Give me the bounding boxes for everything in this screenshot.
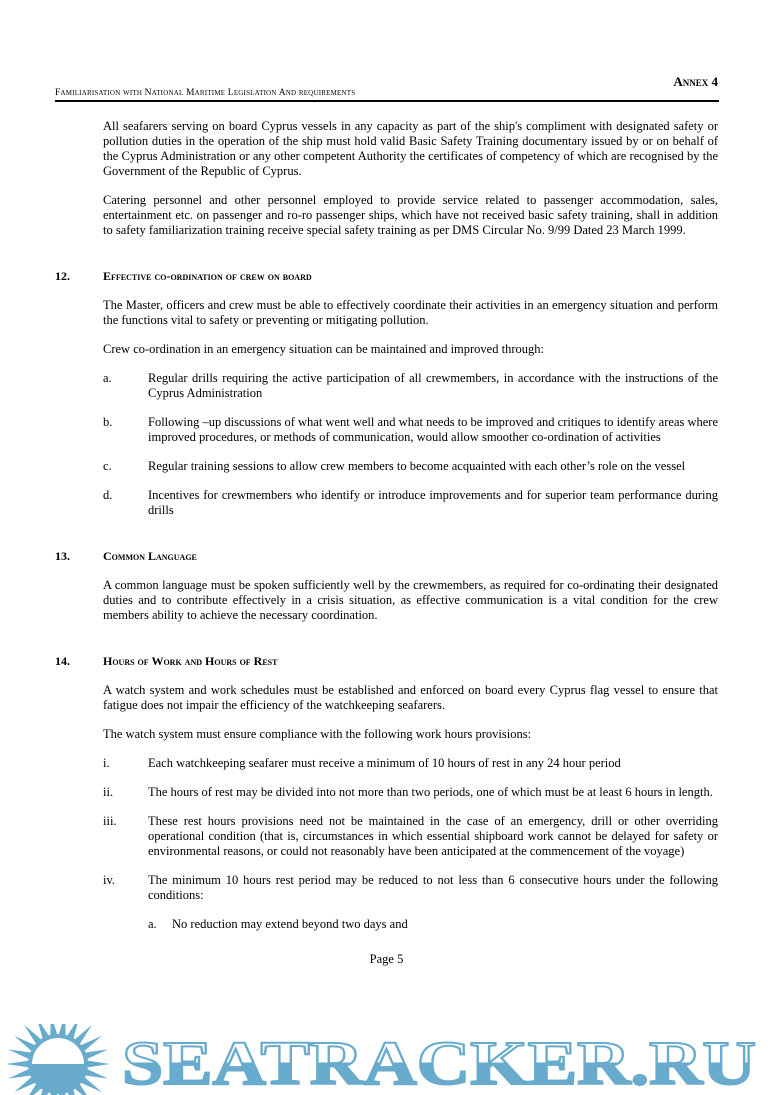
list-item: [103, 756, 718, 771]
paragraph: A common language must be spoken sufficiently well by the crewmembers, as required for co-ordinating their designated duties and to contribute effectively in a crisis situation, as effective communication is a vital condition for the crew members ability to achieve the necessary coordination.: [103, 578, 718, 622]
section-title: Common Language: [103, 549, 197, 563]
list-marker: c.: [103, 459, 112, 473]
list-item: [103, 415, 718, 445]
list-text: These rest hours provisions need not be maintained in the case of an emergency, drill or other overriding operational condition (that is, circumstances in which essential shipboard work cannot be delayed for safety or environmental reasons, or could not reasonably have been anticipated at the commencement of the voyage): [148, 814, 718, 858]
paragraph: The Master, officers and crew must be able to effectively coordinate their activities in an emergency situation and perform the functions vital to safety or preventing or mitigating pollution.: [103, 298, 718, 327]
paragraph: All seafarers serving on board Cyprus vessels in any capacity as part of the ship's compliment with designated safety or pollution duties in the operation of the ship must hold valid Basic Safety Training documentary issued by or on behalf of the Cyprus Administration or any other competent Authority the certificates of competency of which are recognised by the Government of the Republic of Cyprus.: [103, 119, 718, 178]
list-text: The hours of rest may be divided into not more than two periods, one of which must be at least 6 hours in length.: [148, 785, 713, 799]
header-rule: [55, 100, 719, 102]
list-item: [103, 371, 718, 401]
list-marker: i.: [103, 756, 110, 770]
section-heading-14: [55, 654, 718, 669]
annex-label: Annex 4: [673, 74, 718, 89]
list-marker: a.: [148, 917, 157, 931]
list-text: The minimum 10 hours rest period may be reduced to not less than 6 consecutive hours under the following conditions:: [148, 873, 718, 902]
list-text: Regular drills requiring the active participation of all crewmembers, in accordance with the instructions of the Cyprus Administration: [148, 371, 718, 400]
list-item: [103, 488, 718, 518]
paragraph: Catering personnel and other personnel employed to provide service related to passenger accommodation, sales, entertainment etc. on passenger and ro-ro passenger ships, which have not received basic safety training, shall in addition to safety familiarization training receive special safety training as per DMS Circular No. 9/99 Dated 23 March 1999.: [103, 193, 718, 237]
list-marker: d.: [103, 488, 113, 502]
section-title: Effective co-ordination of crew on board: [103, 269, 312, 283]
list-marker: a.: [103, 371, 112, 385]
list-marker: ii.: [103, 785, 114, 799]
list-marker: b.: [103, 415, 113, 429]
section-heading-12: [55, 269, 718, 284]
list-text: Following –up discussions of what went well and what needs to be improved and critiques to identify areas where improved procedures, or methods of communication, would allow smoother co-ordination of activities: [148, 415, 719, 444]
section-title: Hours of Work and Hours of Rest: [103, 654, 278, 668]
section-number: 13.: [55, 549, 70, 563]
sub-list-item: [148, 917, 718, 932]
list-text: Regular training sessions to allow crew members to become acquainted with each other’s role on the vessel: [148, 459, 686, 473]
document-body: [55, 119, 718, 967]
list-text: Incentives for crewmembers who identify or introduce improvements and for superior team performance during drills: [148, 488, 718, 517]
paragraph: The watch system must ensure compliance with the following work hours provisions:: [103, 727, 532, 741]
sun-icon: [6, 1024, 110, 1095]
running-title: Familiarisation with National Maritime Legislation And requirements: [55, 88, 356, 98]
list-text: Each watchkeeping seafarer must receive a minimum of 10 hours of rest in any 24 hour period: [148, 756, 621, 770]
list-marker: iii.: [103, 814, 117, 828]
paragraph: Crew co-ordination in an emergency situation can be maintained and improved through:: [103, 342, 544, 356]
list-text: No reduction may extend beyond two days and: [172, 917, 408, 931]
section-heading-13: [55, 549, 718, 564]
paragraph: A watch system and work schedules must be established and enforced on board every Cyprus flag vessel to ensure that fatigue does not impair the efficiency of the watchkeeping seafarers.: [103, 683, 718, 712]
sun-ray: [6, 1060, 30, 1067]
section-number: 12.: [55, 269, 70, 283]
seatracker-watermark-logo: [0, 1024, 775, 1095]
list-marker: iv.: [103, 873, 116, 887]
watermark-text: SEATRACKER.RU: [122, 1030, 756, 1095]
section-number: 14.: [55, 654, 70, 668]
sun-ray: [86, 1060, 110, 1067]
list-item: [103, 873, 718, 903]
list-item: [103, 785, 718, 800]
list-item: [103, 814, 718, 859]
page-number: Page 5: [369, 952, 404, 966]
list-item: [103, 459, 718, 474]
